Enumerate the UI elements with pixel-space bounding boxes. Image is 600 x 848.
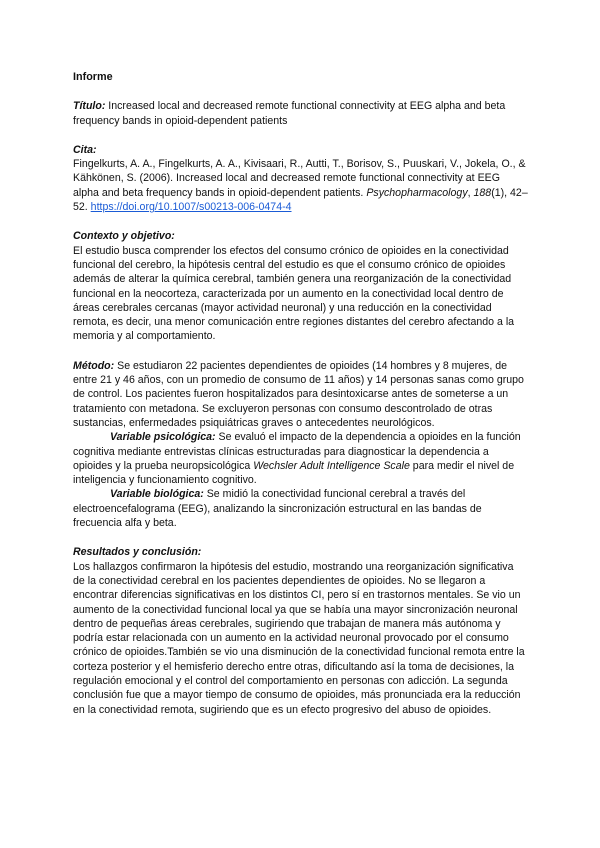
contexto-text: El estudio busca comprender los efectos del consumo crónico de opioides en la conectividad funcional del cerebro, la hipótesis central del estudio es que el consumo crónico de opioides además de alterar la química cerebral, también genera una reorganización de la conectividad funcional en la neocorteza, caracterizada por un aumento en la conectividad local dentro de áreas cerebrales cercanas (mayor actividad neuronal) y una reducción en la conectividad remota, es decir, una menor comunicación entre regiones distantes del cerebro afectando a la memoria y al comportamiento. — [73, 244, 515, 343]
document-heading: Informe — [73, 71, 113, 83]
variable-psicologica-label: Variable psicológica: — [110, 431, 216, 444]
titulo-section — [73, 99, 528, 128]
resultados-text: Los hallazgos confirmaron la hipótesis del estudio, mostrando una reorganización significativa de la conectividad cerebral en los pacientes dependientes de opioides. No se llegaron a encontrar diferencias significativas en los distintos CI, pero sí en trastornos mentales. Se vio un aumento de la conectividad funcional local ya que se había una mayor sincronización neuronal dentro de pequeñas áreas cerebrales, sugiriendo que trabajan de manera más autónoma y podría estar relacionada con un aumento en la actividad neuronal provocado por el consumo crónico de opioides.También se vio una disminución de la conectividad funcional remota entre la corteza posterior y el hemisferio derecho entre otras, dificultando así la toma de decisiones, la regulación emocional y el control del comportamiento en personas con adicción. La segunda conclusión fue que a mayor tiempo de consumo de opioides, más pronunciada era la reducción en la conectividad remota, sugiriendo que es un efecto progresivo del abuso de opioides. — [73, 560, 525, 716]
wais-test-name: Wechsler Adult Intelligence Scale — [253, 459, 410, 472]
cita-section — [73, 143, 528, 214]
variable-biologica-label: Variable biológica: — [110, 488, 204, 501]
metodo-text: Se estudiaron 22 pacientes dependientes de opioides (14 hombres y 8 mujeres, de entre 21 y 46 años, con un promedio de consumo de 11 años) y 14 personas sanas como grupo de control. Los pacientes fueron hospitalizados para desintoxicarse antes de someterse a un tratamiento con metadona. Se excluyeron personas con consumo descontrolado de otras sustancias, enfermedades psiquiátricas graves o antecedentes neurológicos. — [73, 359, 524, 429]
cita-sep: , — [467, 186, 474, 199]
contexto-label: Contexto y objetivo: — [73, 230, 175, 243]
titulo-text: Increased local and decreased remote functional connectivity at EEG alpha and beta frequency bands in opioid-dependent patients — [73, 100, 506, 127]
metodo-section — [73, 359, 528, 531]
variable-psicologica-text-a: Se evaluó el impacto de la dependencia a opioides en la función cognitiva mediante entrevistas clínicas estructuradas para diagnosticar la dependencia a opioides y la prueba neuropsicológica — [73, 431, 521, 472]
variable-psicologica-text-b: para medir el nivel de inteligencia y funcionamiento cognitivo. — [73, 459, 515, 487]
cita-text: Fingelkurts, A. A., Fingelkurts, A. A., Kivisaari, R., Autti, T., Borisov, S., Puuskari, V., Jokela, O., & Kähkönen, S. (2006). Increased local and decreased remote functional connectivity at EEG alpha and beta frequency bands in opioid-dependent patients. — [73, 158, 526, 199]
cita-journal: Psychopharmacology — [366, 186, 468, 199]
contexto-section — [73, 229, 528, 343]
cita-issue-pages: (1), 42–52. — [73, 186, 528, 214]
metodo-paragraph — [73, 359, 528, 430]
metodo-label: Método: — [73, 359, 115, 372]
doi-link[interactable]: https://doi.org/10.1007/s00213-006-0474-4 — [90, 201, 292, 214]
titulo-paragraph — [73, 99, 528, 128]
variable-biologica-paragraph — [73, 487, 528, 530]
variable-psicologica-paragraph — [73, 430, 528, 487]
resultados-label: Resultados y conclusión: — [73, 546, 202, 559]
variable-biologica-text: Se midió la conectividad funcional cerebral a través del electroencefalograma (EEG), analizando la sincronización estructural en las bandas de frecuencia alfa y beta. — [73, 488, 482, 530]
cita-paragraph — [73, 157, 528, 214]
cita-volume: 188 — [473, 186, 492, 199]
titulo-label: Título: — [73, 100, 106, 113]
cita-label: Cita: — [73, 143, 97, 156]
resultados-section — [73, 545, 528, 717]
